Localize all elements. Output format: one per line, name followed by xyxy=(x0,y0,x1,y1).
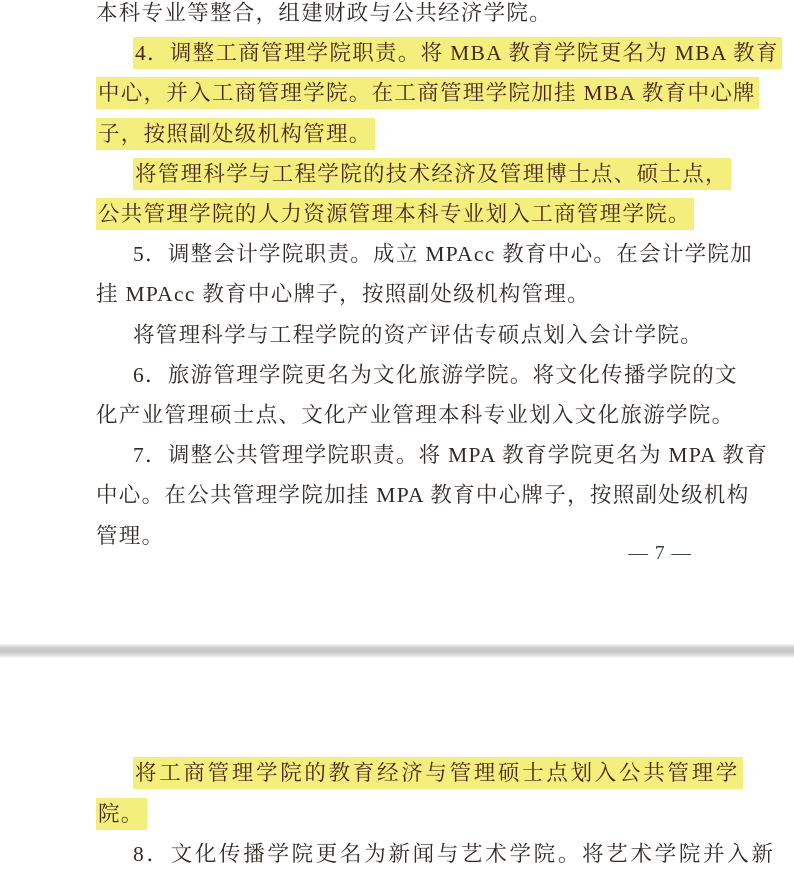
text-line xyxy=(96,33,779,73)
text-line: 将管理科学与工程学院的资产评估专硕点划入会计学院。 xyxy=(133,322,704,347)
text-line xyxy=(96,154,728,194)
text-line: 挂 MPAcc 教育中心牌子，按照副处级机构管理。 xyxy=(96,282,590,307)
text-line: 管理。 xyxy=(96,523,165,548)
text-line xyxy=(96,73,756,113)
highlighted-text: 中心，并入工商管理学院。在工商管理学院加挂 MBA 教育中心牌 xyxy=(96,77,759,109)
highlighted-text: 将工商管理学院的教育经济与管理硕士点划入公共管理学 xyxy=(133,757,743,789)
text-line: 本科专业等整合，组建财政与公共经济学院。 xyxy=(96,1,553,25)
highlighted-text: 公共管理学院的人力资源管理本科专业划入工商管理学院。 xyxy=(96,198,694,230)
text-line: 化产业管理硕士点、文化产业管理本科专业划入文化旅游学院。 xyxy=(96,403,735,428)
page-number: — 7 — xyxy=(628,543,692,564)
page-separator xyxy=(0,644,794,658)
page-8-text xyxy=(96,753,776,875)
text-line xyxy=(96,753,741,794)
text-line: 6．旅游管理学院更名为文化旅游学院。将文化传播学院的文 xyxy=(133,362,738,387)
text-line xyxy=(96,194,704,234)
highlighted-text: 院。 xyxy=(96,798,147,830)
highlighted-text: 将管理科学与工程学院的技术经济及管理博士点、硕士点， xyxy=(133,158,731,190)
text-line: 5．调整会计学院职责。成立 MPAcc 教育中心。在会计学院加 xyxy=(133,242,754,267)
text-line: 7．调整公共管理学院职责。将 MPA 教育学院更名为 MPA 教育 xyxy=(133,443,769,468)
highlighted-text: 4．调整工商管理学院职责。将 MBA 教育学院更名为 MBA 教育 xyxy=(133,37,782,69)
text-line xyxy=(96,794,704,835)
page-7-text xyxy=(96,0,779,556)
text-line: 中心。在公共管理学院加挂 MPA 教育中心牌子，按照副处级机构 xyxy=(96,483,750,508)
highlighted-text: 子，按照副处级机构管理。 xyxy=(96,118,375,150)
text-line: 8．文化传播学院更名为新闻与艺术学院。将艺术学院并入新 xyxy=(133,842,776,866)
text-line xyxy=(96,114,704,154)
